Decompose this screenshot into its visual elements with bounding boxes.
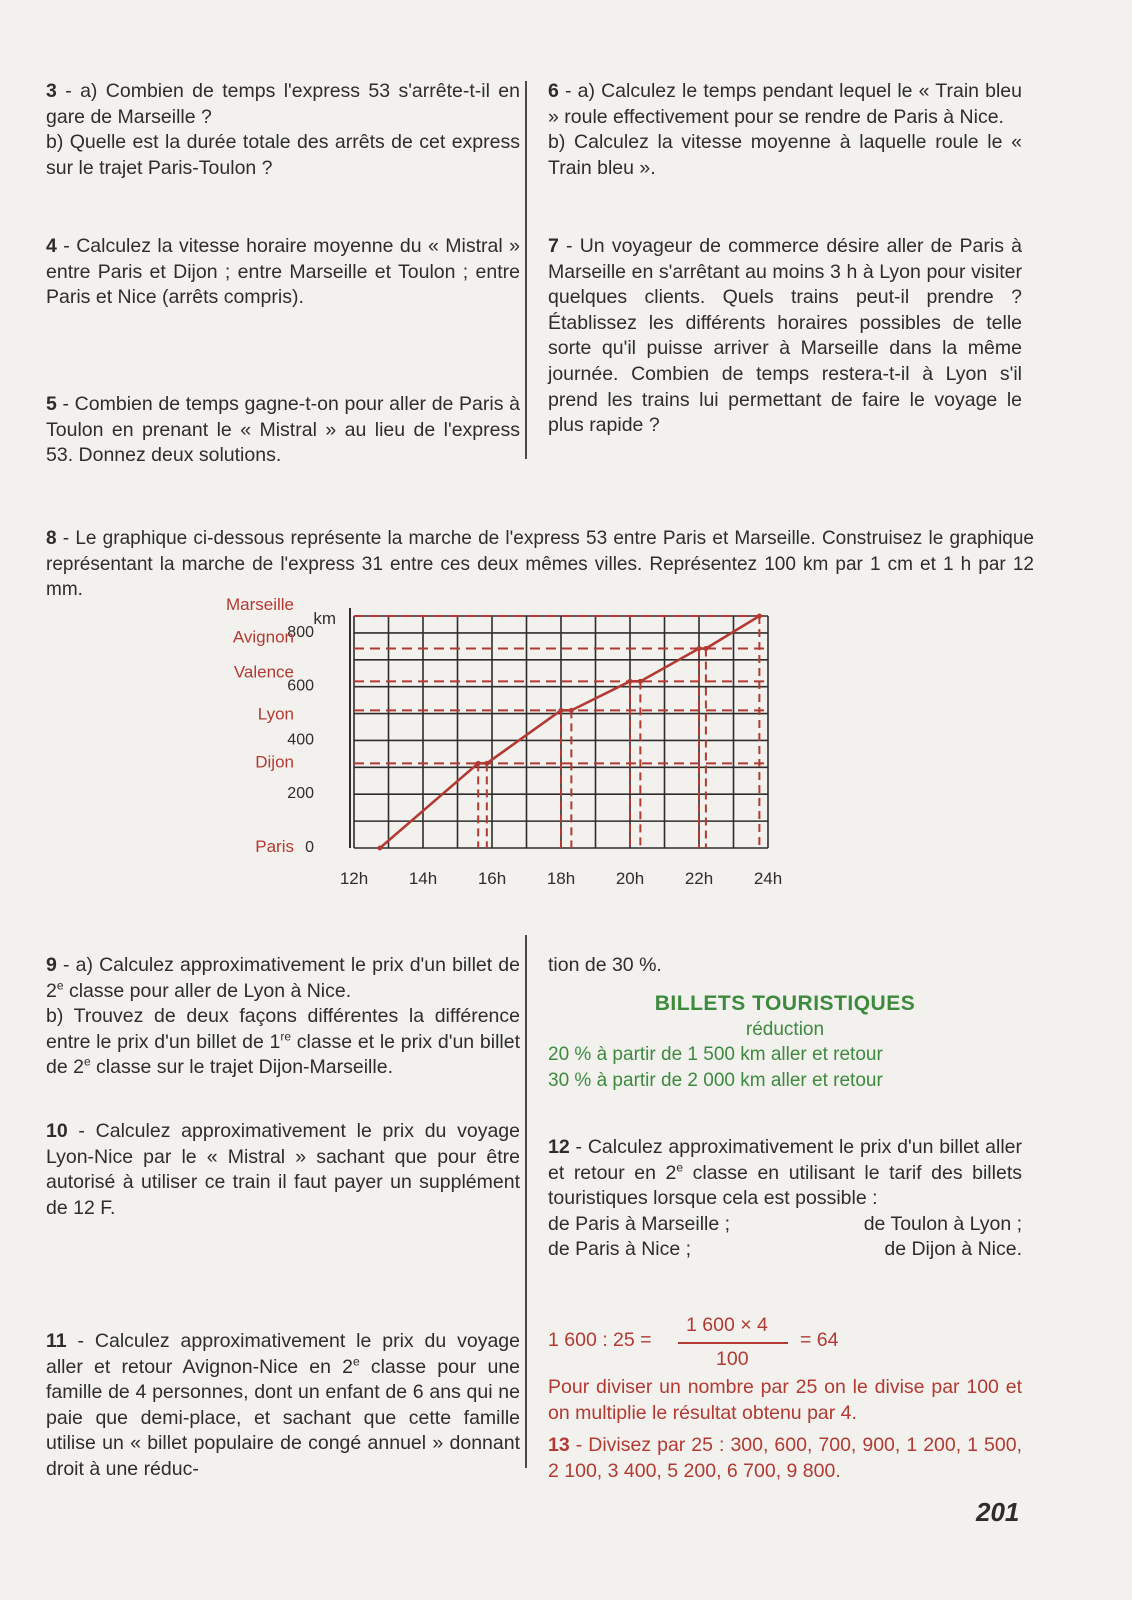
- formula-left: 1 600 : 25 =: [548, 1329, 652, 1351]
- station-label: Avignon: [232, 627, 294, 647]
- question-text: - Un voyageur de commerce désire aller de Paris à Marseille en s'arrêtant au moins 3 h à Lyon pour visiter quelques clients. Quels trains peut-il prendre ? Établissez les différents horaires possibles de telle sorte qu'il puisse arriver à Marseille dans la même journée. Combien de temps restera-t-il à Lyon s'il prend les trains lui permettant de faire le voyage le plus rapide ?: [548, 235, 1022, 437]
- tourist-rate-1: 20 % à partir de 1 500 km aller et retour: [548, 1044, 883, 1066]
- x-tick-label: 14h: [408, 869, 438, 888]
- question-10: [46, 1119, 520, 1221]
- y-tick-label: 200: [287, 785, 314, 803]
- x-tick-label: 20h: [615, 869, 645, 888]
- data-point: [703, 646, 708, 651]
- question-text: - Calculez approximativement le prix du voyage Lyon-Nice par le « Mistral » sachant que pour être autorisé à utiliser ce train il faut payer un supplément de 12 F.: [46, 1120, 520, 1219]
- question-text: - Calculez approximativement le prix du voyage aller et retour Avignon-Nice en 2: [46, 1330, 520, 1378]
- data-point: [559, 708, 564, 713]
- question-number: 8: [46, 528, 57, 549]
- question-text: - Le graphique ci-dessous représente la marche de l'express 53 entre Paris et Marseille. Construisez le graphique représentant la marche de l'express 31 entre ces deux mêmes villes. Représentez 100 km par 1 cm et 1 h par 12 mm.: [46, 528, 1034, 601]
- formula-numerator: 1 600 × 4: [686, 1314, 768, 1336]
- tourist-subtitle: réduction: [745, 1018, 825, 1040]
- question-number: 9: [46, 954, 57, 976]
- data-point: [697, 646, 702, 651]
- question-text: b) Trouvez de deux façons différentes la différence entre le prix d'un billet de 1: [46, 1005, 520, 1053]
- superscript: re: [280, 1029, 292, 1044]
- question-4: [46, 234, 520, 311]
- x-tick-label: 24h: [753, 869, 783, 888]
- data-point: [628, 679, 633, 684]
- y-tick-label: 800: [287, 623, 314, 641]
- question-number: 13: [548, 1434, 570, 1456]
- x-tick-label: 22h: [684, 869, 714, 888]
- train-schedule-chart: [190, 595, 830, 898]
- data-point: [377, 846, 382, 851]
- question-number: 3: [46, 80, 57, 102]
- question-text: - Combien de temps gagne-t-on pour aller de Paris à Toulon en prenant le « Mistral » au lieu de l'express 53. Donnez deux solutions.: [46, 393, 520, 467]
- rule-text: Pour diviser un nombre par 25 on le divise par 100 et on multiplie le résultat obtenu par 4.: [548, 1376, 1022, 1424]
- data-point: [484, 761, 489, 766]
- column-divider-top: [525, 81, 527, 459]
- question-8: [46, 526, 1034, 603]
- question-5: [46, 392, 520, 469]
- superscript: e: [83, 1054, 91, 1069]
- question-number: 7: [548, 235, 559, 257]
- data-point: [569, 708, 574, 713]
- question-number: 4: [46, 235, 57, 257]
- question-11-continuation: [548, 953, 1022, 979]
- data-point: [476, 761, 481, 766]
- y-tick-label: 600: [287, 677, 314, 695]
- question-7: [548, 234, 1022, 439]
- page-number: 201: [976, 1497, 1020, 1527]
- data-point: [757, 614, 762, 619]
- superscript: e: [676, 1160, 684, 1175]
- question-text: - a) Calculez approximativement le prix d'un billet de 2: [46, 954, 520, 1002]
- x-tick-label: 16h: [477, 869, 507, 888]
- division-formula: [548, 1314, 1022, 1377]
- series-line-express-53: [380, 616, 760, 848]
- question-text: - Divisez par 25 : 300, 600, 700, 900, 1 200, 1 500, 2 100, 3 400, 5 200, 6 700, 9 800.: [548, 1434, 1022, 1482]
- question-number: 6: [548, 80, 559, 102]
- question-12: [548, 1135, 1022, 1263]
- y-tick-label: 400: [287, 731, 314, 749]
- question-3: [46, 79, 520, 181]
- question-text: classe pour aller de Lyon à Nice.: [63, 979, 352, 1002]
- question-text: b) Quelle est la durée totale des arrêts de cet express sur le trajet Paris-Toulon ?: [46, 131, 520, 179]
- question-9: [46, 953, 520, 1081]
- question-11: [46, 1329, 520, 1483]
- question-text: - a) Calculez le temps pendant lequel le « Train bleu » roule effectivement pour se rendre de Paris à Nice.: [548, 80, 1022, 128]
- question-text: - Calculez la vitesse horaire moyenne du « Mistral » entre Paris et Dijon ; entre Marseille et Toulon ; entre Paris et Nice (arrêts compris).: [46, 235, 520, 309]
- question-text: tion de 30 %.: [548, 954, 662, 976]
- route-item: de Dijon à Nice.: [884, 1238, 1022, 1261]
- question-text: classe pour une famille de 4 personnes, dont un enfant de 6 ans qui ne paie que demi-place, et sachant que cette famille utilise un « billet populaire de congé annuel » donnant droit à une réduc-: [46, 1355, 520, 1480]
- y-axis-label: km: [313, 609, 336, 628]
- station-label: Valence: [233, 662, 294, 682]
- formula-result: = 64: [800, 1329, 839, 1351]
- station-label: Paris: [255, 837, 294, 856]
- x-tick-label: 12h: [339, 869, 369, 888]
- tourist-rate-2: 30 % à partir de 2 000 km aller et retour: [548, 1069, 883, 1091]
- question-text: - a) Combien de temps l'express 53 s'arrête-t-il en gare de Marseille ?: [46, 80, 520, 128]
- station-label: Lyon: [257, 704, 294, 724]
- question-number: 11: [46, 1330, 67, 1352]
- route-item: de Toulon à Lyon ;: [863, 1212, 1022, 1235]
- question-6: [548, 79, 1022, 181]
- question-13: [548, 1433, 1022, 1484]
- column-divider-bottom: [525, 935, 527, 1468]
- division-rule: [548, 1375, 1022, 1426]
- fraction-bar: [678, 1342, 788, 1344]
- question-number: 12: [548, 1136, 570, 1158]
- question-number: 10: [46, 1120, 68, 1142]
- route-item: de Paris à Nice ;: [548, 1238, 692, 1261]
- route-item: de Paris à Marseille ;: [548, 1212, 731, 1235]
- question-text: classe sur le trajet Dijon-Marseille.: [90, 1056, 393, 1079]
- question-text: b) Calculez la vitesse moyenne à laquelle roule le « Train bleu ».: [548, 131, 1022, 179]
- superscript: e: [56, 978, 64, 993]
- tourist-tickets-box: [548, 991, 1022, 1093]
- x-tick-label: 18h: [546, 869, 576, 888]
- question-text: classe en utilisant le tarif des billets touristiques lorsque cela est possible :: [548, 1161, 1022, 1210]
- station-label: Dijon: [255, 752, 294, 772]
- question-number: 5: [46, 393, 57, 415]
- question-text: classe et le prix d'un billet de 2: [46, 1030, 520, 1079]
- data-point: [638, 679, 643, 684]
- station-label: Marseille: [225, 595, 294, 614]
- question-text: - Calculez approximativement le prix d'un billet aller et retour en 2: [548, 1136, 1022, 1184]
- superscript: e: [352, 1354, 360, 1369]
- tourist-title: BILLETS TOURISTIQUES: [654, 992, 916, 1015]
- y-tick-label: 0: [305, 839, 314, 856]
- formula-denominator: 100: [716, 1348, 749, 1370]
